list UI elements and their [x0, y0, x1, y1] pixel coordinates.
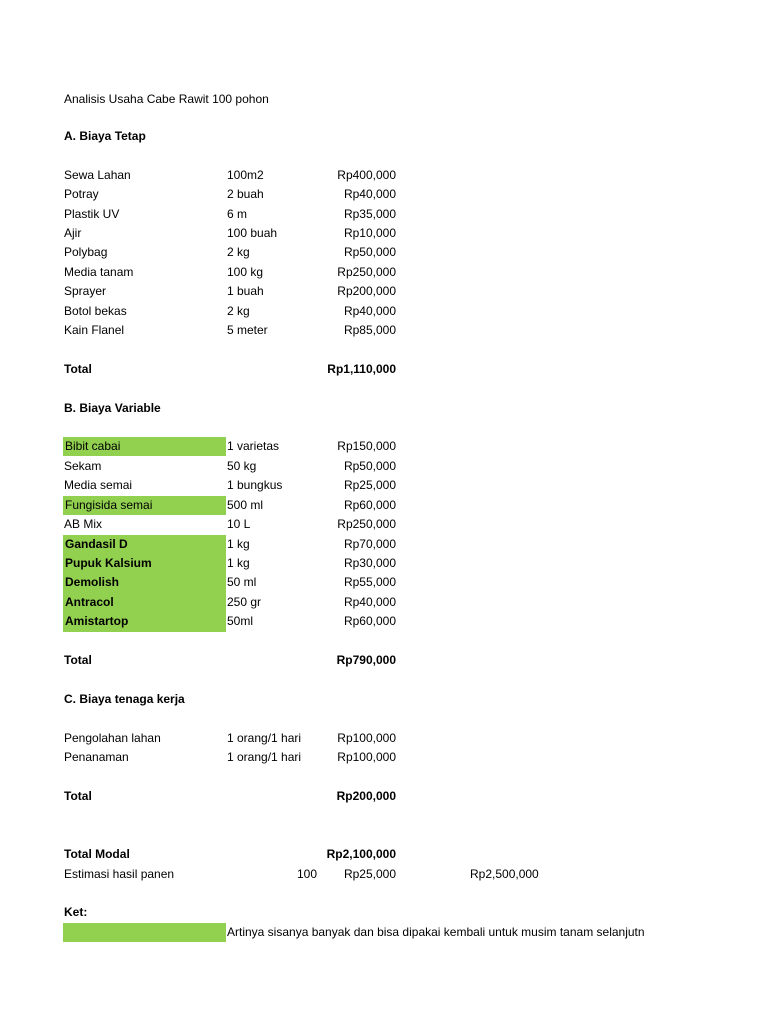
b-item-3: Fungisida semai — [65, 498, 153, 512]
a-price-5: Rp250,000 — [337, 265, 396, 279]
b-price-3: Rp60,000 — [343, 498, 396, 512]
a-item-3: Ajir — [64, 226, 82, 240]
b-item-9: Amistartop — [65, 614, 129, 628]
a-total-label: Total — [64, 362, 92, 376]
a-price-8: Rp85,000 — [343, 323, 396, 337]
a-total-value: Rp1,110,000 — [327, 362, 396, 376]
b-item-8: Antracol — [65, 595, 114, 609]
b-item-4: AB Mix — [64, 517, 103, 531]
b-price-1: Rp50,000 — [343, 459, 396, 473]
c-qty-0: 1 orang/1 hari — [227, 731, 302, 745]
section-c-heading: C. Biaya tenaga kerja — [64, 692, 185, 706]
total-modal-label: Total Modal — [64, 847, 130, 861]
b-price-8: Rp40,000 — [343, 595, 396, 609]
c-price-0: Rp100,000 — [337, 731, 396, 745]
total-modal-value: Rp2,100,000 — [326, 847, 396, 861]
b-item-7: Demolish — [65, 575, 120, 589]
b-price-6: Rp30,000 — [343, 556, 396, 570]
b-price-4: Rp250,000 — [337, 517, 396, 531]
estimasi-price: Rp25,000 — [343, 867, 396, 881]
b-total-value: Rp790,000 — [336, 653, 396, 667]
c-qty-1: 1 orang/1 hari — [227, 750, 302, 764]
b-item-0: Bibit cabai — [65, 439, 121, 453]
c-price-1: Rp100,000 — [337, 750, 396, 764]
b-price-7: Rp55,000 — [343, 575, 396, 589]
a-item-2: Plastik UV — [64, 207, 120, 221]
b-qty-0: 1 varietas — [227, 439, 280, 453]
a-price-7: Rp40,000 — [343, 304, 396, 318]
b-qty-9: 50ml — [227, 614, 254, 628]
c-total-label: Total — [64, 789, 92, 803]
b-item-1: Sekam — [64, 459, 102, 473]
a-qty-5: 100 kg — [227, 265, 264, 279]
b-price-0: Rp150,000 — [337, 439, 396, 453]
c-item-0: Pengolahan lahan — [64, 731, 161, 745]
b-qty-7: 50 ml — [227, 575, 257, 589]
a-price-4: Rp50,000 — [343, 245, 396, 259]
a-item-8: Kain Flanel — [64, 323, 125, 337]
a-qty-1: 2 buah — [227, 187, 264, 201]
a-qty-7: 2 kg — [227, 304, 250, 318]
b-qty-6: 1 kg — [227, 556, 250, 570]
a-qty-0: 100m2 — [227, 168, 264, 182]
b-price-2: Rp25,000 — [343, 478, 396, 492]
a-price-6: Rp200,000 — [337, 284, 396, 298]
section-a-heading: A. Biaya Tetap — [64, 129, 146, 143]
estimasi-total: Rp2,500,000 — [470, 867, 539, 881]
b-qty-4: 10 L — [227, 517, 251, 531]
estimasi-qty: 100 — [296, 867, 317, 881]
ket-note: Artinya sisanya banyak dan bisa dipakai kembali untuk musim tanam selanjutn — [227, 925, 645, 939]
b-item-6: Pupuk Kalsium — [65, 556, 152, 570]
b-qty-5: 1 kg — [227, 537, 250, 551]
a-item-7: Botol bekas — [64, 304, 127, 318]
b-total-label: Total — [64, 653, 92, 667]
a-qty-6: 1 buah — [227, 284, 264, 298]
b-qty-8: 250 gr — [227, 595, 262, 609]
ket-label: Ket: — [64, 905, 88, 919]
a-price-2: Rp35,000 — [343, 207, 396, 221]
document-title: Analisis Usaha Cabe Rawit 100 pohon — [64, 92, 269, 106]
b-qty-1: 50 kg — [227, 459, 257, 473]
b-qty-3: 500 ml — [227, 498, 264, 512]
a-item-4: Polybag — [64, 245, 108, 259]
a-item-5: Media tanam — [64, 265, 134, 279]
a-qty-2: 6 m — [227, 207, 248, 221]
section-b-heading: B. Biaya Variable — [64, 401, 161, 415]
c-total-value: Rp200,000 — [336, 789, 396, 803]
legend-swatch — [63, 923, 226, 942]
a-item-1: Potray — [64, 187, 99, 201]
a-price-0: Rp400,000 — [337, 168, 396, 182]
a-qty-3: 100 buah — [227, 226, 278, 240]
b-price-5: Rp70,000 — [343, 537, 396, 551]
a-price-1: Rp40,000 — [343, 187, 396, 201]
a-price-3: Rp10,000 — [343, 226, 396, 240]
estimasi-label: Estimasi hasil panen — [64, 867, 175, 881]
b-qty-2: 1 bungkus — [227, 478, 283, 492]
a-item-6: Sprayer — [64, 284, 107, 298]
b-item-2: Media semai — [64, 478, 133, 492]
a-qty-8: 5 meter — [227, 323, 268, 337]
a-item-0: Sewa Lahan — [64, 168, 131, 182]
c-item-1: Penanaman — [64, 750, 129, 764]
b-item-5: Gandasil D — [65, 537, 128, 551]
b-price-9: Rp60,000 — [343, 614, 396, 628]
a-qty-4: 2 kg — [227, 245, 250, 259]
